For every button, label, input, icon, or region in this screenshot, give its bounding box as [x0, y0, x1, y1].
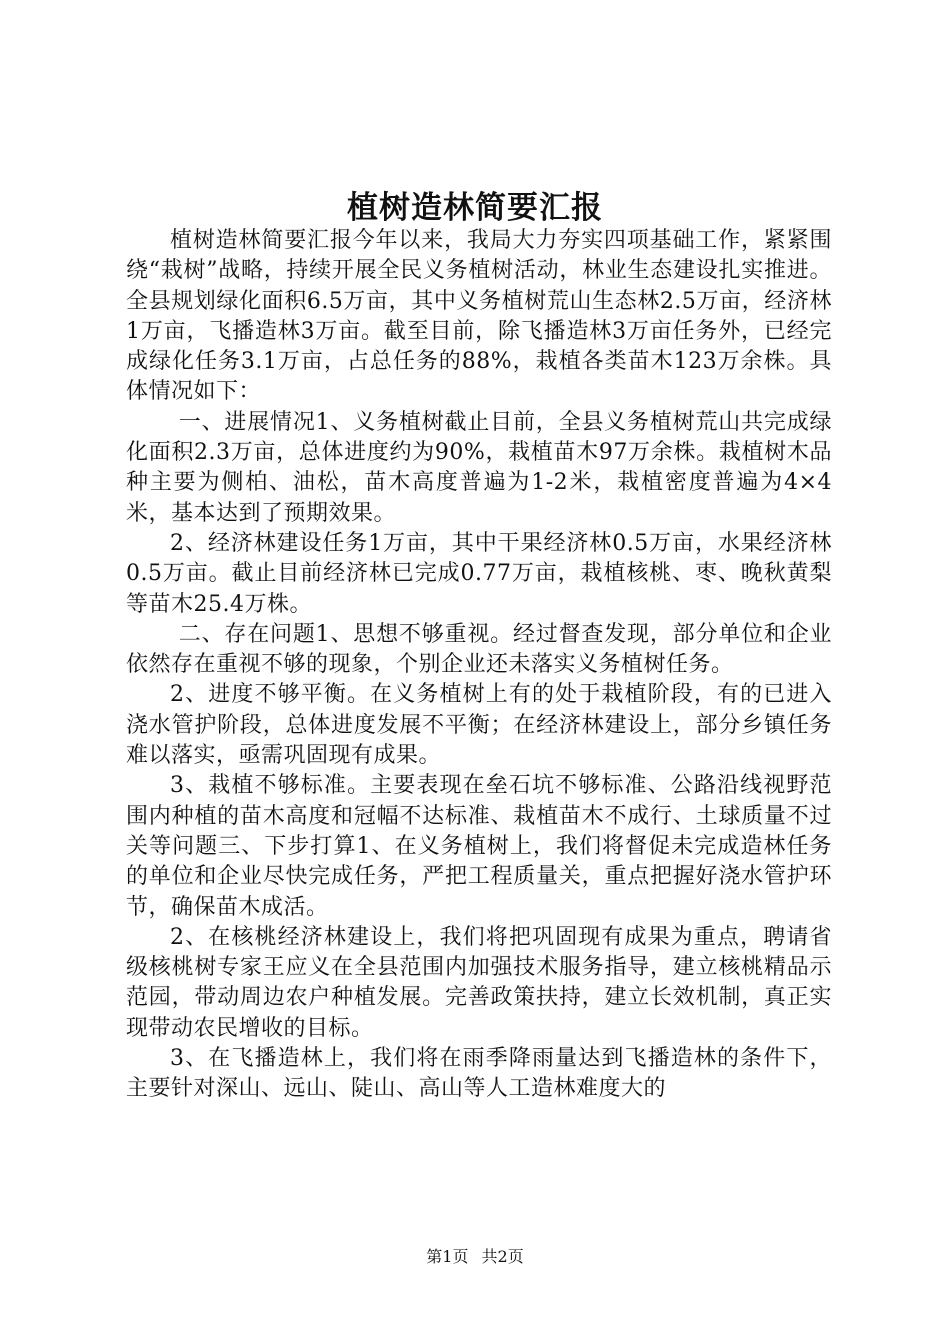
paragraph-problems: 二、存在问题1、思想不够重视。经过督查发现，部分单位和企业依然存在重视不够的现象，个别企业还未落实义务植树任务。 [126, 621, 832, 678]
page-number: 第1页 [426, 1247, 469, 1266]
paragraph-walnut-forest: 2、在核桃经济林建设上，我们将把巩固现有成果为重点，聘请省级核桃树专家王应义在全县范围内加强技术服务指导，建立核桃精品示范园，带动周边农户种植发展。完善政策扶持，建立长效机制，真正实现带动农民增收的目标。 [126, 924, 832, 1041]
page-total: 共2页 [481, 1247, 524, 1266]
paragraph-aerial-seeding: 3、在飞播造林上，我们将在雨季降雨量达到飞播造林的条件下，主要针对深山、远山、陡山、高山等人工造林难度大的 [126, 1046, 832, 1102]
document-title: 植树造林简要汇报 [347, 190, 603, 226]
paragraph-progress-imbalance: 2、进度不够平衡。在义务植树上有的处于栽植阶段，有的已进入浇水管护阶段，总体进度发展不平衡；在经济林建设上，部分乡镇任务难以落实，亟需巩固现有成果。 [126, 682, 832, 769]
paragraph-planting-standard: 3、栽植不够标准。主要表现在垒石坑不够标准、公路沿线视野范围内种植的苗木高度和冠幅不达标准、栽植苗木不成行、土球质量不过关等问题三、下步打算1、在义务植树上，我们将督促未完成造林任务的单位和企业尽快完成任务，严把工程质量关，重点把握好浇水管护环节，确保苗木成活。 [126, 773, 832, 920]
paragraph-economic-forest: 2、经济林建设任务1万亩，其中干果经济林0.5万亩，水果经济林0.5万亩。截止目前经济林已完成0.77万亩，栽植核桃、枣、晚秋黄梨等苗木25.4万株。 [126, 530, 832, 617]
paragraph-intro: 植树造林简要汇报今年以来，我局大力夯实四项基础工作，紧紧围绕“栽树”战略，持续开展全民义务植树活动，林业生态建设扎实推进。全县规划绿化面积6.5万亩，其中义务植树荒山生态林2.5万亩，经济林1万亩，飞播造林3万亩。截至目前，除飞播造林3万亩任务外，已经完成绿化任务3.1万亩，占总任务的88%，栽植各类苗木123万余株。具体情况如下： [126, 228, 832, 405]
paragraph-progress: 一、进展情况1、义务植树截止目前，全县义务植树荒山共完成绿化面积2.3万亩，总体进度约为90%，栽植苗木97万余株。栽植树木品种主要为侧柏、油松，苗木高度普遍为1-2米，栽植密度普遍为4×4米，基本达到了预期效果。 [126, 409, 832, 526]
page-footer [0, 1244, 950, 1267]
document-body [126, 226, 832, 1105]
